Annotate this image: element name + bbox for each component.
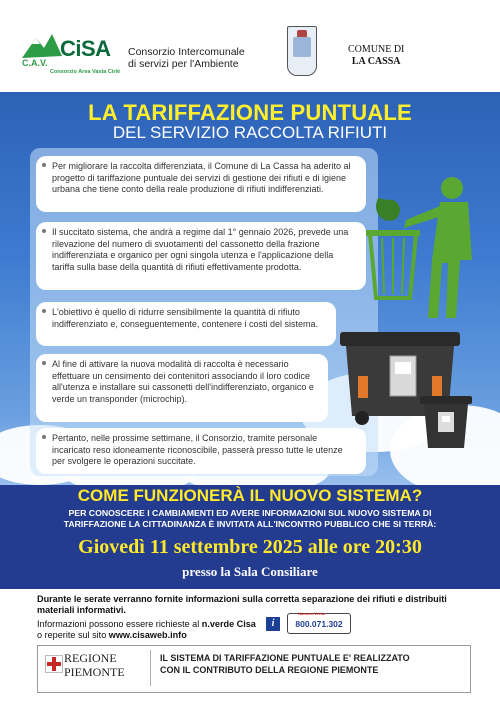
bullet-item <box>36 156 366 212</box>
bullet-text: L'obiettivo è quello di ridurre sensibilmente la quantità di rifiuto indifferenziato e, conseguentemente, contenere i costi del sistema. <box>52 307 318 329</box>
regione-line-1: REGIONE <box>64 651 117 665</box>
consorzio-line-2: di servizi per l'Ambiente <box>128 58 239 70</box>
regione-line-2: PIEMONTE <box>64 665 125 679</box>
comune-name <box>348 44 404 68</box>
bullet-item <box>36 302 336 346</box>
evenings-info: Durante le serate verranno fornite informazioni sulla corretta separazione dei rifiuti e distribuiti materiali informativi. <box>37 594 447 615</box>
cta-invite-line-2: TARIFFAZIONE LA CITTADINANZA È INVITATA ALL'INCONTRO PUBBLICO CHE SI TERRÀ: <box>63 519 437 529</box>
cta-invite <box>40 508 460 530</box>
small-bin-icon <box>418 392 474 452</box>
contact-info <box>37 619 287 641</box>
phone-number[interactable]: 800.071.302 <box>295 619 343 629</box>
cisa-subtitle: Consorzio Area Vasta Cirié <box>50 69 121 75</box>
consorzio-line-1: Consorzio Intercomunale <box>128 46 245 58</box>
footer-divider <box>150 650 151 686</box>
numero-verde-link[interactable]: n.verde Cisa <box>201 619 256 629</box>
footer-text-line-1: IL SISTEMA DI TARIFFAZIONE PUNTUALE E' REALIZZATO <box>160 653 410 663</box>
numero-verde-label: Numero Verde <box>298 611 326 616</box>
bullet-text: Pertanto, nelle prossime settimane, il Consorzio, tramite personale incaricato reso idoneamente riconoscibile, passerà presso tutte le utenze per svolgere le operazioni succitate. <box>52 433 343 467</box>
event-place: presso la Sala Consiliare <box>182 564 318 579</box>
bullet-text: Al fine di attivare la nuova modalità di raccolta è necessario effettuare un censimento dei contenitori associando il loro codice all'utenza e installare sui cassonetti dell'indifferenziato, organico e verde un transponder (microchip). <box>52 359 314 404</box>
website-link[interactable]: www.cisaweb.info <box>108 630 187 640</box>
footer-text <box>160 653 460 676</box>
cav-label: C.A.V. <box>22 58 48 68</box>
comune-crest-icon <box>287 26 317 76</box>
cta-invite-line-1: PER CONOSCERE I CAMBIAMENTI ED AVERE INFORMAZIONI SUL NUOVO SISTEMA DI <box>68 508 432 518</box>
comune-line-2: LA CASSA <box>351 56 401 67</box>
event-date: Giovedì 11 settembre 2025 alle ore 20:30 <box>78 536 422 558</box>
header <box>0 0 500 92</box>
bullet-item <box>36 428 366 474</box>
cisa-logo-text: CiSA <box>60 36 111 61</box>
site-prefix: o reperite sul sito <box>37 630 109 640</box>
main-title: LA TARIFFAZIONE PUNTUALE <box>88 100 412 125</box>
bullet-text: Il succitato sistema, che andrà a regime dal 1° gennaio 2026, prevede una rilevazione del numero di svuotamenti del cassonetto della frazione indifferenziata e organico per ogni singola utenza e l'applicazione della tariffa sulla base della quantità di rifiuti effettivamente prodotta. <box>52 227 349 272</box>
bullet-item <box>36 354 328 422</box>
comune-line-1: COMUNE DI <box>348 44 405 55</box>
main-subtitle: DEL SERVIZIO RACCOLTA RIFIUTI <box>112 123 388 142</box>
regione-name <box>64 651 125 679</box>
consorzio-name <box>128 46 245 70</box>
cta-question: COME FUNZIONERÀ IL NUOVO SISTEMA? <box>77 486 423 505</box>
person-recycling-icon <box>348 168 498 338</box>
request-prefix: Informazioni possono essere richieste al <box>37 619 202 629</box>
bullet-text: Per migliorare la raccolta differenziata, il Comune di La Cassa ha aderito al progetto di tariffazione puntuale dei servizi di gestione dei rifiuti e di igiene urbana che tiene conto della reale produzione di rifiuti indifferenziati. <box>52 161 351 195</box>
info-icon: i <box>266 617 280 631</box>
regione-cross-icon <box>45 655 63 673</box>
footer-text-line-2: CON IL CONTRIBUTO DELLA REGIONE PIEMONTE <box>160 664 379 675</box>
bullet-item <box>36 222 366 290</box>
